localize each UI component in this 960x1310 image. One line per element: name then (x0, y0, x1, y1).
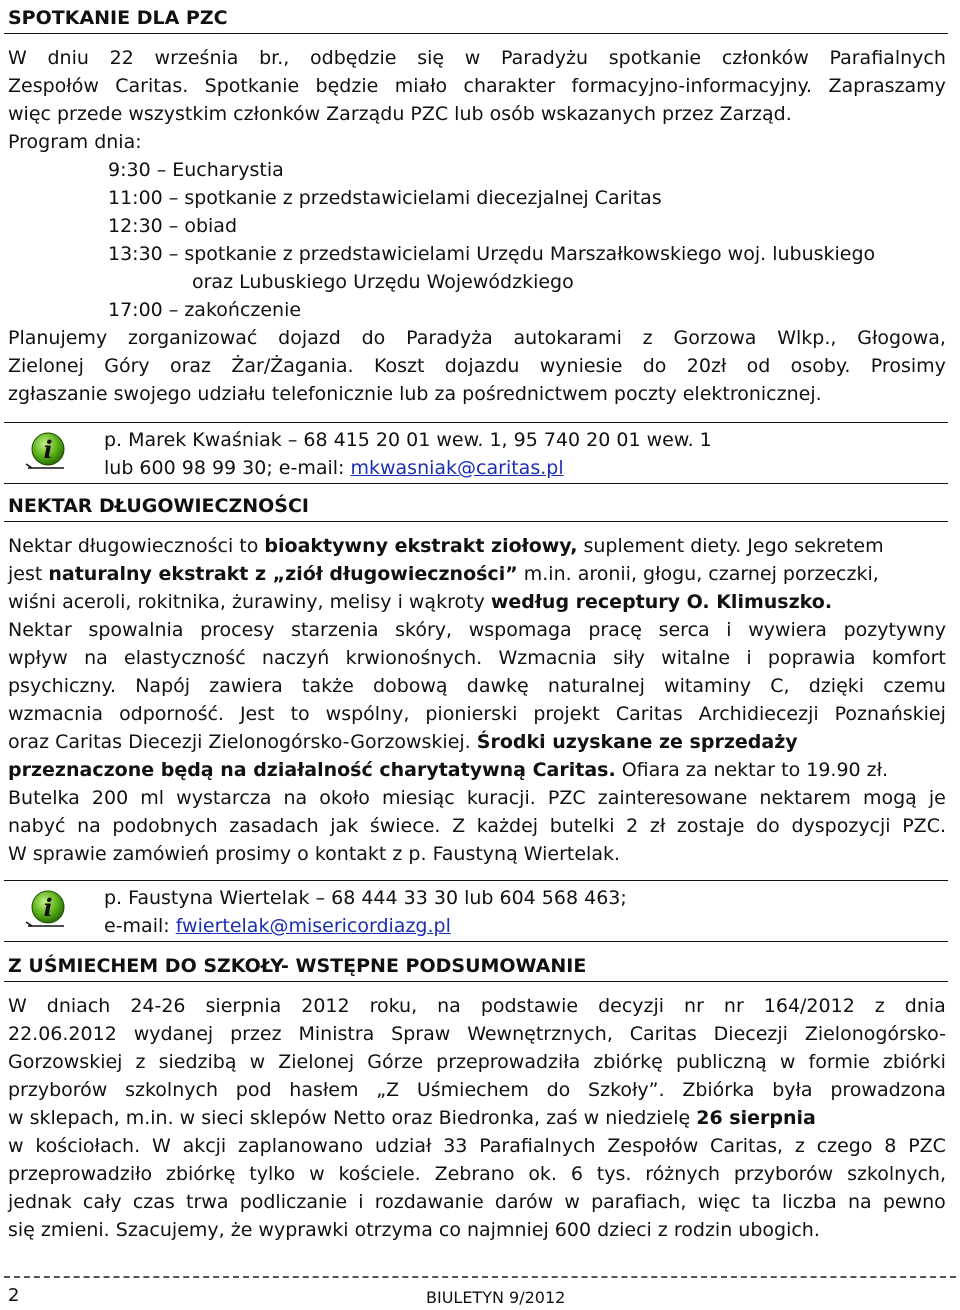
word: pionierski (425, 703, 518, 725)
word: sierpnia (205, 995, 282, 1017)
word: 20zł (686, 355, 727, 377)
justified-line (8, 72, 946, 100)
justified-line (8, 1048, 946, 1076)
svg-text:i: i (43, 435, 53, 464)
word: naczyń (261, 647, 330, 669)
word: Parafialnych (479, 1135, 596, 1157)
word: Zebrano (434, 1163, 515, 1185)
word: na (77, 815, 101, 837)
justified-line (8, 1076, 946, 1104)
word: Caritas (615, 703, 683, 725)
word: dniu (47, 47, 89, 69)
justified-line (8, 616, 946, 644)
text-line: W sprawie zamówień prosimy o kontakt z p. Faustyną Wiertelak. (8, 843, 621, 865)
word: także (302, 675, 354, 697)
word: szkolnych (125, 1079, 218, 1101)
nektar-body (8, 532, 946, 868)
word: parafiach, (591, 1191, 687, 1213)
word: siedzibą (158, 1051, 237, 1073)
word: projekt (533, 703, 600, 725)
word: Prosimy (870, 355, 946, 377)
word: z (794, 1135, 805, 1157)
word: pod (235, 1079, 272, 1101)
contact-text (104, 884, 627, 940)
word: dojazd (278, 327, 341, 349)
program-item: 12:30 – obiad (108, 215, 238, 237)
email-link-kwasniak[interactable]: mkwasniak@caritas.pl (350, 457, 564, 479)
word: 8 (884, 1135, 897, 1157)
word: zł (649, 815, 666, 837)
word: odbędzie (310, 47, 397, 69)
word: jednak (8, 1191, 72, 1213)
text-line: zgłaszanie swojego udziału telefonicznie lub za pośrednictwem poczty elektronicznej. (8, 383, 822, 405)
word: z (874, 995, 885, 1017)
word: każdej (476, 815, 539, 837)
word: 6 (570, 1163, 583, 1185)
word: elastyczność (124, 647, 246, 669)
word: zaplanowano (238, 1135, 364, 1157)
word: Planujemy (8, 327, 108, 349)
program-item: 11:00 – spotkanie z przedstawicielami diecezjalnej Caritas (108, 187, 662, 209)
text-line (8, 756, 946, 784)
word: PZC (547, 787, 586, 809)
word: różnych (645, 1163, 721, 1185)
word: hasłem (289, 1079, 359, 1101)
text-run: w sklepach, m.in. w sieci sklepów Netto oraz Biedronka, zaś w niedzielę (8, 1107, 697, 1129)
word: jak (330, 815, 359, 837)
word: 2012 (301, 995, 350, 1017)
word: „Z (376, 1079, 400, 1101)
word: siły (613, 647, 645, 669)
word: członków (721, 47, 809, 69)
word: tylko (249, 1163, 296, 1185)
text-line (8, 560, 946, 588)
word: przyborów (733, 1163, 834, 1185)
word: Paradyżu (501, 47, 589, 69)
word: Butelka (8, 787, 80, 809)
word: wyniesie (539, 355, 623, 377)
word: Jest (239, 703, 275, 725)
word: Zapraszamy (828, 75, 946, 97)
word: pozytywny (843, 619, 946, 641)
word: wpływ (8, 647, 68, 669)
word: Wlkp., (777, 327, 837, 349)
word: wystarcza (176, 787, 272, 809)
section-title-spotkanie: SPOTKANIE DLA PZC (4, 2, 948, 34)
word: w (564, 1191, 580, 1213)
word: krwionośnych. (345, 647, 483, 669)
word: kościołach. (35, 1135, 141, 1157)
word: Zespołów (8, 75, 99, 97)
word: oraz (169, 355, 212, 377)
word: dobową (373, 675, 448, 697)
bold-run: 26 sierpnia (696, 1107, 816, 1129)
word: Górze (367, 1051, 424, 1073)
word: W (8, 47, 27, 69)
word: liczba (782, 1191, 837, 1213)
word: dnia (904, 995, 946, 1017)
justified-line (8, 1132, 946, 1160)
word: zasadach (229, 815, 319, 837)
word: Góry (104, 355, 150, 377)
word: zostaje (676, 815, 745, 837)
word: Zbiórka (682, 1079, 755, 1101)
word: roku, (369, 995, 418, 1017)
word: dyspozycji (791, 815, 891, 837)
word: i (358, 1191, 364, 1213)
word: rozdawanie (374, 1191, 484, 1213)
word: Caritas (629, 1023, 697, 1045)
word: Wzmacnia (498, 647, 597, 669)
word: Zielonogórsko- (804, 1023, 946, 1045)
footer-divider (4, 1276, 956, 1278)
bold-run: bioaktywny ekstrakt ziołowy, (264, 535, 578, 557)
word: odporność. (119, 703, 224, 725)
word: Parafialnych (829, 47, 946, 69)
word: wydanej (133, 1023, 214, 1045)
word: będzie (315, 75, 379, 97)
word: to (290, 703, 310, 725)
word: Napój (135, 675, 191, 697)
contact-phones: p. Faustyna Wiertelak – 68 444 33 30 lub 604 568 463; (104, 887, 627, 909)
word: udział (374, 1135, 432, 1157)
word: miało (394, 75, 448, 97)
program-item: 17:00 – zakończenie (108, 299, 302, 321)
svg-text:i: i (43, 893, 53, 922)
word: była (772, 1079, 813, 1101)
word: 24-26 (130, 995, 186, 1017)
word: br., (259, 47, 290, 69)
word: osoby. (790, 355, 851, 377)
word: nr (723, 995, 744, 1017)
program-item: 9:30 – Eucharystia (108, 159, 284, 181)
text-run: m.in. aronii, głogu, czarnej porzeczki, (517, 563, 879, 585)
text-run: suplement diety. Jego sekretem (577, 535, 884, 557)
text-run: jest (8, 563, 49, 585)
word: ta (751, 1191, 771, 1213)
word: skóry, (395, 619, 453, 641)
word: zawiera (209, 675, 283, 697)
word: przeprowadziło (8, 1163, 153, 1185)
contact-email-line (104, 454, 712, 482)
word: szkolnych, (847, 1163, 946, 1185)
word: cały (82, 1191, 122, 1213)
word: formie (808, 1051, 870, 1073)
word: Żar/Żagania. (231, 355, 354, 377)
word: spotkanie (608, 47, 702, 69)
word: na (437, 995, 461, 1017)
word: pracę (588, 619, 642, 641)
word: publiczną (675, 1051, 767, 1073)
word: wspomaga (468, 619, 572, 641)
text-run: Ofiara za nektar to 19.90 zł. (615, 759, 889, 781)
contact-box-kwasniak (4, 422, 948, 484)
word: czego (816, 1135, 873, 1157)
contact-box-wiertelak (4, 880, 948, 942)
word: czas (132, 1191, 175, 1213)
word: około (319, 787, 370, 809)
word: wywiera (748, 619, 827, 641)
word: w (779, 1051, 796, 1073)
word: witalne (661, 647, 731, 669)
word: przez (230, 1023, 282, 1045)
spotkanie-intro (8, 44, 946, 408)
word: w (8, 1135, 24, 1157)
word: nr (684, 995, 704, 1017)
word: decyzji (598, 995, 665, 1017)
word: 22.06.2012 (8, 1023, 117, 1045)
word: komfort (871, 647, 946, 669)
word: dawkę (466, 675, 529, 697)
word: w (309, 1163, 325, 1185)
word: Szkoły”. (588, 1079, 665, 1101)
text-line (8, 1104, 946, 1132)
word: darów (494, 1191, 554, 1213)
word: Głogowa, (857, 327, 946, 349)
word: kościele. (338, 1163, 421, 1185)
word: PZC. (902, 815, 946, 837)
bold-run: naturalny ekstrakt z „ziół długowieczności” (48, 563, 518, 585)
word: dzięki (808, 675, 865, 697)
word: na (283, 787, 308, 809)
word: do (642, 355, 667, 377)
program-item-continued: oraz Lubuskiego Urzędu Wojewódzkiego (192, 271, 574, 293)
justified-line (8, 44, 946, 72)
program-item: 13:30 – spotkanie z przedstawicielami Urzędu Marszałkowskiego woj. lubuskiego (108, 243, 876, 265)
word: 22 (109, 47, 134, 69)
word: dojazdu (444, 355, 520, 377)
word: tys. (596, 1163, 632, 1185)
word: spowalnia (88, 619, 184, 641)
email-link-wiertelak[interactable]: fwiertelak@misericordiazg.pl (175, 915, 451, 937)
word: naturalnej (547, 675, 645, 697)
word: na (84, 647, 108, 669)
word: podliczanie (239, 1191, 348, 1213)
page-number: 2 (8, 1285, 20, 1306)
word: w (249, 1051, 266, 1073)
word: Spraw (391, 1023, 451, 1045)
word: Wewnętrznych, (467, 1023, 613, 1045)
program-label: Program dnia: (8, 131, 142, 153)
word: C, (770, 675, 790, 697)
word: Gorzowa (673, 327, 757, 349)
word: wspólny, (325, 703, 410, 725)
word: kuracji. (466, 787, 536, 809)
word: Koszt (373, 355, 425, 377)
word: się (417, 47, 445, 69)
word: trwa (186, 1191, 229, 1213)
word: więc (697, 1191, 741, 1213)
word: starzenia (291, 619, 379, 641)
text-run: wiśni aceroli, rokitnika, żurawiny, melisy i wąkroty (8, 591, 491, 613)
contact-phones: p. Marek Kwaśniak – 68 415 20 01 wew. 1, 95 740 20 01 wew. 1 (104, 429, 712, 451)
bold-run: przeznaczone będą na działalność charytatywną Caritas. (8, 759, 616, 781)
word: Poznańskiej (834, 703, 946, 725)
justified-line (8, 352, 946, 380)
word: je (928, 787, 946, 809)
word: zainteresowane (597, 787, 748, 809)
word: dniach (46, 995, 111, 1017)
word: Z (452, 815, 466, 837)
word: W (151, 1135, 171, 1157)
text-line: się zmieni. Szacujemy, że wyprawki otrzyma co najmniej 600 dzieci z rodzin ubogich. (8, 1219, 820, 1241)
contact-email-line (104, 912, 627, 940)
word: psychiczny. (8, 675, 117, 697)
justified-line (8, 1188, 946, 1216)
word: Zielonej (8, 355, 84, 377)
word: podobnych (112, 815, 218, 837)
contact-text (104, 426, 712, 482)
word: z (135, 1051, 146, 1073)
info-icon (24, 431, 68, 479)
text-line (8, 588, 946, 616)
word: zbiórkę (593, 1051, 663, 1073)
word: charakter (463, 75, 556, 97)
word: autokarami (513, 327, 622, 349)
text-line (8, 728, 946, 756)
word: pewno (882, 1191, 946, 1213)
email-prefix: e-mail: (104, 915, 176, 937)
section-title-nektar: NEKTAR DŁUGOWIECZNOŚCI (4, 490, 948, 522)
word: akcji (182, 1135, 227, 1157)
word: Uśmiechem (416, 1079, 529, 1101)
word: zbiórki (882, 1051, 946, 1073)
word: w (464, 47, 481, 69)
word: świece. (369, 815, 441, 837)
word: nektarem (759, 787, 851, 809)
word: witaminy (664, 675, 752, 697)
word: 164/2012 (763, 995, 855, 1017)
word: przyborów (8, 1079, 108, 1101)
word: prowadzona (830, 1079, 946, 1101)
word: Caritas, (710, 1135, 784, 1157)
publication-title: BIULETYN 9/2012 (426, 1288, 566, 1307)
word: W (8, 995, 27, 1017)
word: Nektar (8, 619, 72, 641)
justified-line (8, 700, 946, 728)
word: butelki (549, 815, 615, 837)
justified-line (8, 784, 946, 812)
justified-line (8, 644, 946, 672)
word: czemu (883, 675, 946, 697)
word: Caritas. (115, 75, 189, 97)
justified-line (8, 992, 946, 1020)
usmiech-body (8, 992, 946, 1244)
word: do (546, 1079, 571, 1101)
word: poprawia (767, 647, 856, 669)
word: ok. (528, 1163, 557, 1185)
word: formacyjno-informacyjny. (571, 75, 813, 97)
justified-line (8, 1020, 946, 1048)
word: 200 (91, 787, 129, 809)
word: miesiąc (381, 787, 455, 809)
word: procesy (200, 619, 275, 641)
bold-run: według receptury O. Klimuszko. (490, 591, 833, 613)
word: Zespołów (607, 1135, 699, 1157)
word: podstawie (480, 995, 579, 1017)
word: 2 (626, 815, 639, 837)
word: zorganizować (128, 327, 258, 349)
word: mogą (862, 787, 917, 809)
word: wzmacnia (8, 703, 104, 725)
word: i (746, 647, 752, 669)
word: ml (140, 787, 165, 809)
word: PZC (908, 1135, 946, 1157)
word: Diecezji (713, 1023, 788, 1045)
word: września (154, 47, 239, 69)
email-prefix: lub 600 98 99 30; e-mail: (104, 457, 351, 479)
word: 33 (443, 1135, 468, 1157)
section-title-usmiech: Z UŚMIECHEM DO SZKOŁY- WSTĘPNE PODSUMOWANIE (4, 950, 948, 982)
word: Paradyża (406, 327, 493, 349)
word: do (361, 327, 386, 349)
word: do (756, 815, 780, 837)
word: Ministra (298, 1023, 375, 1045)
text-run: Nektar długowieczności to (8, 535, 265, 557)
text-line: więc przede wszystkim członków Zarządu PZC lub osób wskazanych przez Zarząd. (8, 103, 792, 125)
info-icon (24, 889, 68, 937)
bold-run: Środki uzyskane ze sprzedaży (476, 731, 798, 753)
word: serca (658, 619, 710, 641)
word: na (847, 1191, 872, 1213)
justified-line (8, 672, 946, 700)
justified-line (8, 1160, 946, 1188)
text-run: oraz Caritas Diecezji Zielonogórsko-Gorzowskiej. (8, 731, 477, 753)
word: Gorzowskiej (8, 1051, 123, 1073)
word: Zielonej (278, 1051, 355, 1073)
word: i (726, 619, 732, 641)
word: zbiórkę (165, 1163, 236, 1185)
justified-line (8, 812, 946, 840)
word: od (746, 355, 771, 377)
word: z (642, 327, 653, 349)
text-line (8, 532, 946, 560)
word: nabyć (8, 815, 66, 837)
word: Spotkanie (204, 75, 300, 97)
justified-line (8, 324, 946, 352)
word: przeprowadziła (436, 1051, 581, 1073)
word: Archidiecezji (698, 703, 819, 725)
